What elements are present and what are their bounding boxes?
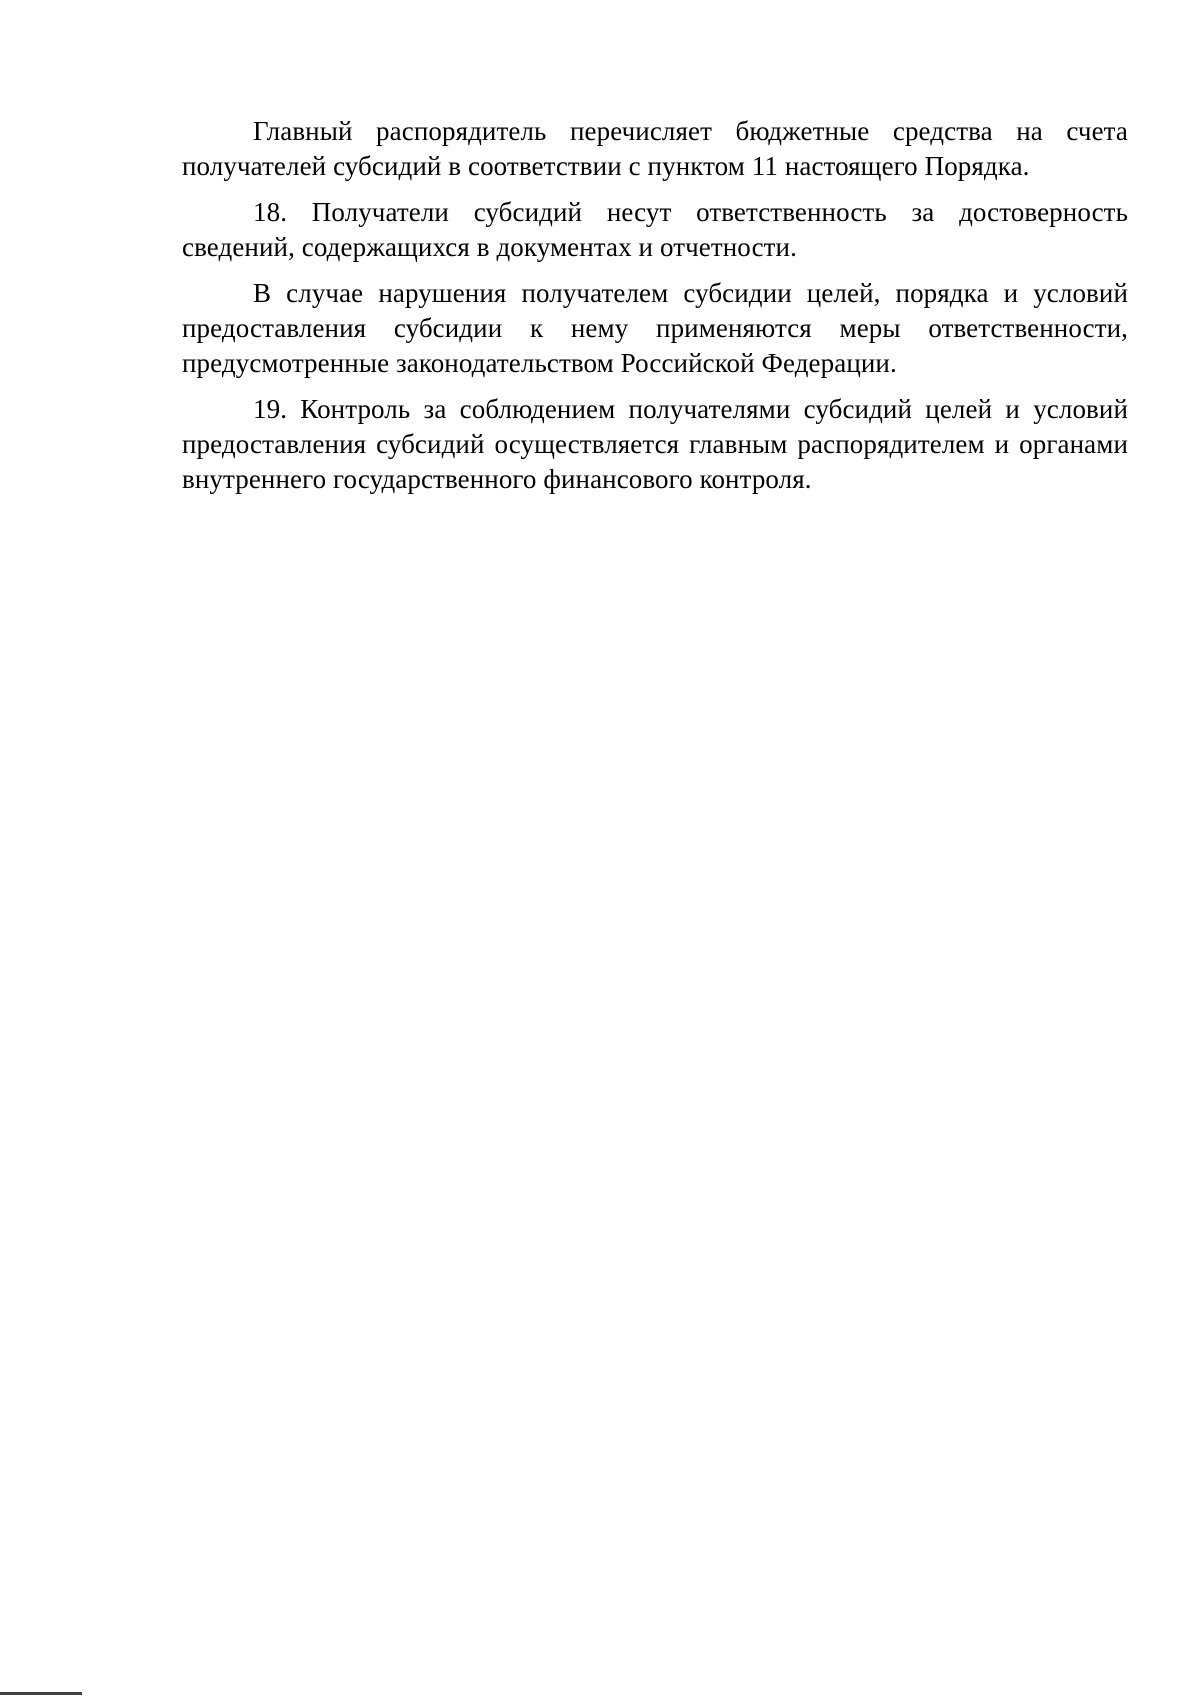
scan-edge-mark — [0, 1692, 82, 1695]
paragraph-violation-liability: В случае нарушения получателем субсидии целей, порядка и условий предоставления субсидии к нему применяются меры ответственности, предусмотренные законодательством Российской Федерации. — [182, 278, 1128, 378]
document-body — [182, 114, 1128, 508]
paragraph-item-19: 19. Контроль за соблюдением получателями субсидий целей и условий предоставления субсидий осуществляется главным распорядителем и органами внутреннего государственного финансового контроля. — [182, 394, 1128, 494]
paragraph-item-18: 18. Получатели субсидий несут ответственность за достоверность сведений, содержащихся в документах и отчетности. — [182, 197, 1128, 262]
paragraph-budget-transfer: Главный распорядитель перечисляет бюджетные средства на счета получателей субсидий в соответствии с пунктом 11 настоящего Порядка. — [182, 116, 1128, 181]
